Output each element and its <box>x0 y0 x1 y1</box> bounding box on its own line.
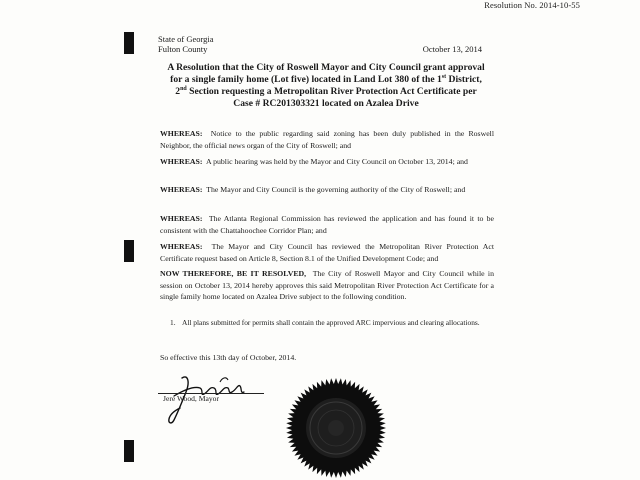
whereas-label: WHEREAS: <box>160 185 203 194</box>
title-line-1: A Resolution that the City of Roswell Mayor and City Council grant approval <box>167 62 485 73</box>
title-line-2: for a single family home (Lot five) located in Land Lot 380 of the 1st District, <box>170 73 482 85</box>
whereas-clause <box>160 156 494 168</box>
binder-hole-mark <box>124 440 134 462</box>
condition-number: 1. <box>170 318 176 327</box>
binder-hole-mark <box>124 32 134 54</box>
embossed-seal <box>282 376 390 480</box>
resolution-title <box>150 62 502 110</box>
whereas-clause <box>160 213 494 236</box>
condition-item <box>170 318 484 329</box>
whereas-text: A public hearing was held by the Mayor and City Council on October 13, 2014; and <box>205 157 468 166</box>
whereas-text: The Mayor and City Council has reviewed the Metropolitan River Protection Act Certificate request based on Article 8, Section 8.1 of the Unified Development Code; and <box>160 242 494 263</box>
signatory-name: Jere Wood, Mayor <box>163 394 219 403</box>
whereas-text: Notice to the public regarding said zoning has been duly published in the Roswell Neighbor, the official news organ of the City of Roswell; and <box>160 129 494 150</box>
document-date: October 13, 2014 <box>422 44 482 54</box>
whereas-label: WHEREAS: <box>160 242 203 251</box>
effective-date-statement: So effective this 13th day of October, 2014. <box>160 353 297 362</box>
whereas-label: WHEREAS: <box>160 157 203 166</box>
whereas-label: WHEREAS: <box>160 214 203 223</box>
resolved-text: The City of Roswell Mayor and City Council while in session on October 13, 2014 hereby approves this said Metropolitan River Protection Act Certificate for a single family home located on Azalea Drive subject to the following condition. <box>160 269 494 301</box>
jurisdiction-block <box>158 34 214 54</box>
resolved-clause <box>160 268 494 303</box>
whereas-clause <box>160 128 494 151</box>
whereas-label: WHEREAS: <box>160 129 203 138</box>
whereas-clause <box>160 241 494 264</box>
whereas-text: The Mayor and City Council is the governing authority of the City of Roswell; and <box>206 185 466 194</box>
county-label: Fulton County <box>158 44 208 54</box>
whereas-text: The Atlanta Regional Commission has reviewed the application and has found it to be consistent with the Chattahoochee Corridor Plan; and <box>160 214 494 235</box>
binder-hole-mark <box>124 240 134 262</box>
title-line-4: Case # RC201303321 located on Azalea Drive <box>233 98 419 109</box>
whereas-clause <box>160 184 494 196</box>
title-line-3: 2nd Section requesting a Metropolitan River Protection Act Certificate per <box>175 85 477 97</box>
condition-text: All plans submitted for permits shall contain the approved ARC impervious and clearing allocations. <box>182 318 480 327</box>
resolution-number: Resolution No. 2014-10-55 <box>484 0 580 10</box>
state-label: State of Georgia <box>158 34 214 44</box>
resolved-label: NOW THEREFORE, BE IT RESOLVED, <box>160 269 307 278</box>
